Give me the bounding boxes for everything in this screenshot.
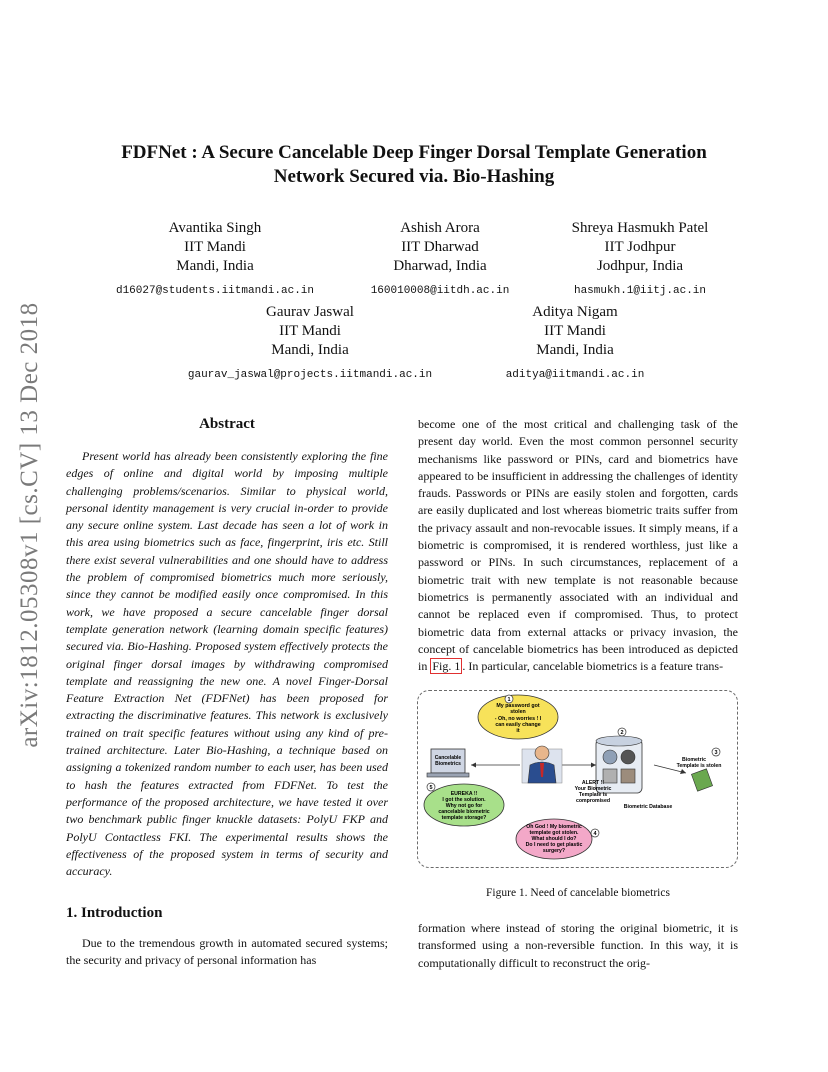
author-affiliation: IIT Mandi bbox=[279, 323, 341, 339]
author-name: Gaurav Jaswal bbox=[266, 304, 354, 320]
author-affiliation: IIT Jodhpur bbox=[604, 239, 676, 255]
author-location: Dharwad, India bbox=[393, 258, 487, 274]
thief-bag-icon bbox=[691, 769, 712, 791]
figure-1 bbox=[417, 690, 738, 868]
bubble-4-line: template got stolen. bbox=[529, 830, 579, 836]
arxiv-stamp bbox=[12, 290, 48, 760]
author-email[interactable]: d16027@students.iitmandi.ac.in bbox=[115, 285, 315, 297]
alert-label: Template is bbox=[578, 792, 608, 798]
bubble-1-line: stolen bbox=[510, 709, 526, 715]
iris-thumbnail-icon bbox=[621, 750, 635, 764]
bubble-4-line: Do I need to get plastic bbox=[525, 842, 583, 848]
knuckle-thumbnail-icon bbox=[621, 769, 635, 783]
author-name: Ashish Arora bbox=[400, 220, 480, 236]
figure-1-diagram bbox=[418, 691, 736, 866]
title-line-2: Network Secured via. Bio-Hashing bbox=[273, 166, 555, 187]
right-paragraph-continued: formation where instead of storing the original biometric, it is transformed using a non-reversible function. In this way, it is computationally difficult to reconstruct the orig- bbox=[418, 921, 738, 970]
author-name: Aditya Nigam bbox=[532, 304, 618, 320]
title-line-1: FDFNet : A Secure Cancelable Deep Finger Dorsal Template Generation bbox=[121, 142, 707, 163]
author-location: Mandi, India bbox=[271, 342, 349, 358]
stolen-label: Template is stolen bbox=[676, 763, 722, 769]
author-block bbox=[160, 303, 460, 385]
author-block bbox=[100, 219, 330, 301]
step-number: 4 bbox=[593, 831, 597, 837]
alert-label: ALERT !! bbox=[581, 780, 605, 786]
author-location: Mandi, India bbox=[536, 342, 614, 358]
step-number: 1 bbox=[507, 697, 511, 703]
step-number: 2 bbox=[620, 730, 624, 736]
intro-text: Due to the tremendous growth in automated secured systems; the security and privacy of personal information has bbox=[66, 936, 388, 968]
right-paragraph-tail: . In particular, cancelable biometrics is a feature trans- bbox=[462, 659, 724, 674]
bubble-4-line: Oh God ! My biometric bbox=[526, 824, 582, 830]
arxiv-stamp-text: arXiv:1812.05308v1 [cs.CV] 13 Dec 2018 bbox=[16, 302, 43, 748]
eureka-line: cancelable biometric bbox=[438, 809, 490, 815]
eureka-line: EUREKA !! bbox=[450, 791, 478, 797]
figure-caption: Figure 1. Need of cancelable biometrics bbox=[486, 887, 670, 899]
bubble-1-line: - Oh, no worries ! I bbox=[494, 716, 542, 722]
author-location: Jodhpur, India bbox=[596, 258, 684, 274]
eureka-line: Why not go for bbox=[445, 803, 483, 809]
arrowhead bbox=[591, 763, 596, 768]
author-block bbox=[460, 303, 690, 385]
figure-reference-link[interactable]: Fig. 1 bbox=[432, 659, 461, 674]
author-affiliation: IIT Mandi bbox=[184, 239, 246, 255]
author-email[interactable]: aditya@iitmandi.ac.in bbox=[505, 369, 645, 381]
author-email[interactable]: hasmukh.1@iitj.ac.in bbox=[573, 285, 707, 297]
author-name: Avantika Singh bbox=[168, 220, 262, 236]
person-head-icon bbox=[535, 746, 549, 760]
step-number: 5 bbox=[429, 785, 433, 791]
face-thumbnail-icon bbox=[603, 750, 617, 764]
bubble-4-line: surgery? bbox=[542, 848, 566, 854]
right-paragraph-text: become one of the most critical and challenging task of the present day world. Even the most common personnel security mechanisms like password or PINs, card and biometrics have appeared to be insufficient in addressing the challenges of identity frauds. Passwords or PINs are easily stolen and forgotten, cards are easily duplicated and lost whereas biometric traits suffer from the privacy assault and non-revocable issues. It simply means, if a biometric is compromised, it is rendered worthless, just like a password or PINs. In such circumstances, replacement of a biometric trait with new template is not reasonable because biometrics is permanently associated with an individual and cannot be replaced even if compromised. Thus, to protect biometric data from external attacks or privacy invasion, the concept of cancelable biometrics has been introduced as depicted in bbox=[418, 417, 738, 674]
step-number: 3 bbox=[714, 750, 718, 756]
database-top-icon bbox=[596, 736, 642, 746]
author-email[interactable]: gaurav_jaswal@projects.iitmandi.ac.in bbox=[187, 369, 433, 381]
author-affiliation: IIT Mandi bbox=[544, 323, 606, 339]
bubble-1-line: can easily change bbox=[495, 722, 541, 728]
author-block bbox=[340, 219, 540, 301]
cancelable-label: Cancelable bbox=[434, 755, 462, 761]
author-name: Shreya Hasmukh Patel bbox=[571, 220, 709, 236]
eureka-line: I got the solution. bbox=[442, 797, 486, 803]
right-paragraph bbox=[418, 416, 738, 675]
stolen-label: Biometric bbox=[682, 757, 706, 763]
alert-label: Your Biometric bbox=[574, 786, 612, 792]
bubble-1-line: it bbox=[516, 728, 520, 734]
bubble-1-line: My password got bbox=[496, 703, 540, 709]
author-affiliation: IIT Dharwad bbox=[401, 239, 479, 255]
database-label: Biometric Database bbox=[623, 804, 673, 810]
author-block bbox=[540, 219, 740, 301]
paper-title bbox=[80, 141, 748, 189]
alert-label: compromised bbox=[575, 798, 611, 804]
laptop-base-icon bbox=[427, 773, 469, 777]
cancelable-label: Biometrics bbox=[435, 761, 461, 767]
author-location: Mandi, India bbox=[176, 258, 254, 274]
fingerprint-thumbnail-icon bbox=[603, 769, 617, 783]
arrowhead bbox=[471, 763, 476, 768]
eureka-line: template storage? bbox=[441, 815, 487, 821]
bubble-4-line: What should I do? bbox=[531, 836, 577, 842]
intro-heading: 1. Introduction bbox=[66, 905, 163, 921]
author-email[interactable]: 160010008@iitdh.ac.in bbox=[370, 285, 510, 297]
abstract-heading: Abstract bbox=[199, 416, 255, 432]
abstract-text: Present world has already been consistently exploring the fine edges of online and digital world by imposing multiple challenging problems/scenarios. Similar to physical world, personal identity management is very crucial in-order to provide any secure online system. Last decade has seen a lot of work in this area using biometrics such as face, fingerprint, iris etc. Still there exist several vulnerabilities and one should have to address the problem of compromised biometrics much more seriously, since they cannot be modified easily once compromised. In this work, we have proposed a secure cancelable finger dorsal template generation network (learning domain specific features) secured via. Bio-Hashing. Proposed system effectively protects the original finger dorsal images by withdrawing compromised template and reassigning the new one. A novel Finger-Dorsal Feature Extraction Net (FDFNet) has been proposed for extracting the discriminative features. This network is exclusively trained on trait specific features without using any kind of pre-trained architecture. Later Bio-Hashing, a technique based on assigning a tokenized random number to each user, has been used to hash the features extracted from FDFNet. To test the performance of the proposed architecture, we have tested it over two benchmark public finger knuckle datasets: PolyU FKP and PolyU Contactless FKI. The experimental results shows the effectiveness of the proposed system in terms of security and accuracy. bbox=[66, 449, 388, 879]
